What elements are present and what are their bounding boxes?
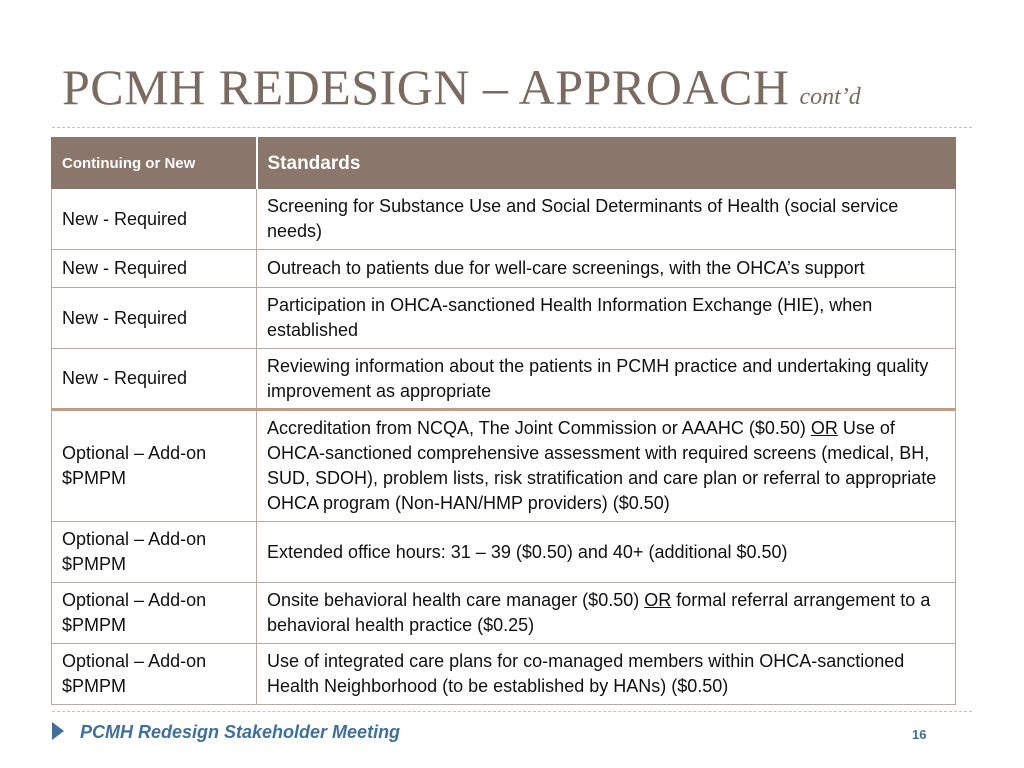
row-standard: Extended office hours: 31 – 39 ($0.50) and 40+ (additional $0.50) [257, 522, 956, 583]
row-type: New - Required [52, 288, 257, 349]
top-divider [52, 127, 972, 128]
standards-table [51, 137, 956, 705]
row-type-line1: Optional – Add-on [62, 590, 207, 610]
row-standard: Reviewing information about the patients in PCMH practice and undertaking quality improvement as appropriate [257, 349, 956, 410]
row-type-line2: $PMPM [62, 468, 127, 488]
page-number: 16 [912, 727, 927, 742]
footer-text: PCMH Redesign Stakeholder Meeting [80, 722, 401, 742]
row-type: New - Required [52, 349, 257, 410]
row-standard: Screening for Substance Use and Social Determinants of Health (social service needs) [257, 189, 956, 250]
play-arrow-icon [52, 722, 64, 740]
row-standard-part-a: Onsite behavioral health care manager ($0.50) [267, 590, 645, 610]
table-row [52, 583, 956, 644]
row-standard: Use of integrated care plans for co-managed members within OHCA-sanctioned Health Neighborhood (to be established by HANs) ($0.50) [257, 644, 956, 705]
row-type-line2: $PMPM [62, 615, 127, 635]
table-row [52, 250, 956, 288]
slide-title-main: PCMH REDESIGN – APPROACH [62, 59, 790, 115]
row-type-line1: Optional – Add-on [62, 443, 207, 463]
row-type-line2: $PMPM [62, 676, 127, 696]
header-standards: Standards [257, 138, 956, 189]
slide-title-suffix: cont’d [799, 84, 861, 110]
table-row [52, 288, 956, 349]
slide-title [62, 59, 861, 115]
table-header-row [52, 138, 956, 189]
row-type: New - Required [52, 250, 257, 288]
row-standard: Outreach to patients due for well-care screenings, with the OHCA’s support [257, 250, 956, 288]
row-standard-part-a: Accreditation from NCQA, The Joint Commission or AAAHC ($0.50) [267, 418, 811, 438]
row-standard [257, 583, 956, 644]
bottom-divider [52, 711, 972, 712]
row-standard-part-b: formal referral arrangement to a behavioral health practice ($0.25) [267, 590, 931, 635]
row-type [52, 410, 257, 522]
or-emphasis: OR [810, 418, 838, 438]
row-type: New - Required [52, 189, 257, 250]
row-standard-part-b: Use of OHCA-sanctioned comprehensive assessment with required screens (medical, BH, SUD, SDOH), problem lists, risk stratification and care plan or referral to appropriate OHCA program (Non-HAN/HMP providers) ($0.50) [267, 418, 937, 513]
row-type-line1: Optional – Add-on [62, 529, 207, 549]
row-standard: Participation in OHCA-sanctioned Health Information Exchange (HIE), when established [257, 288, 956, 349]
table-row [52, 522, 956, 583]
row-type-line1: Optional – Add-on [62, 651, 207, 671]
table-row [52, 349, 956, 410]
or-emphasis: OR [644, 590, 672, 610]
table-row [52, 410, 956, 522]
row-standard [257, 410, 956, 522]
row-type [52, 522, 257, 583]
row-type [52, 583, 257, 644]
header-continuing-or-new: Continuing or New [52, 138, 257, 189]
table-row [52, 189, 956, 250]
row-type-line2: $PMPM [62, 554, 127, 574]
row-type [52, 644, 257, 705]
table-row [52, 644, 956, 705]
